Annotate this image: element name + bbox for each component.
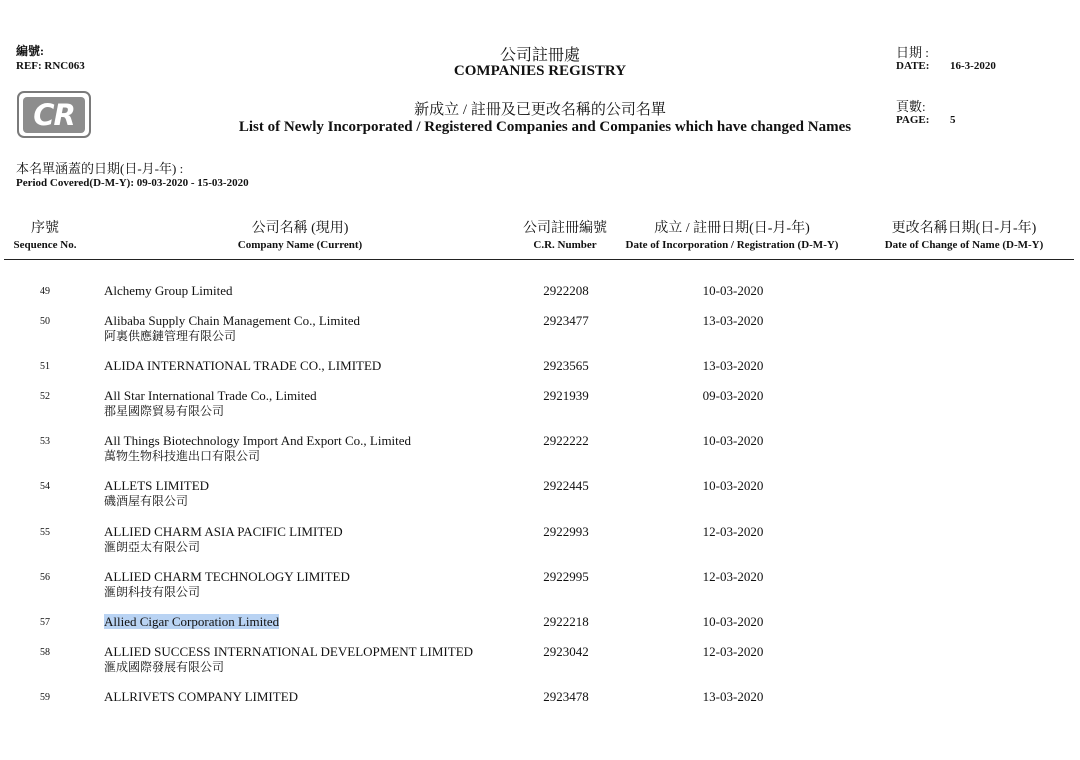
- row-sequence: 49: [40, 286, 50, 297]
- row-incorporation-date: 12-03-2020: [702, 524, 764, 539]
- row-incorporation-date: 09-03-2020: [702, 388, 764, 403]
- row-company-name-en: Alibaba Supply Chain Management Co., Limited: [104, 313, 360, 328]
- row-company-name-zh: 滙朗亞太有限公司: [104, 540, 201, 554]
- row-company-name-en: ALLIED SUCCESS INTERNATIONAL DEVELOPMENT LIMITED: [104, 644, 474, 659]
- row-incorporation-date: 12-03-2020: [702, 644, 764, 659]
- column-header-incorporation-date: [606, 220, 858, 253]
- column-header-sequence-zh: 序號: [31, 221, 59, 236]
- column-header-sequence: [4, 220, 86, 253]
- row-incorporation-date: 13-03-2020: [702, 689, 764, 704]
- row-company-name-en: All Star International Trade Co., Limited: [104, 388, 317, 403]
- row-incorporation-date: 13-03-2020: [702, 313, 764, 328]
- date-value: 16-3-2020: [950, 60, 996, 72]
- row-company-name-zh: 滙朗科技有限公司: [104, 585, 201, 599]
- row-company-name-en: ALLIED CHARM ASIA PACIFIC LIMITED: [104, 524, 343, 539]
- period-label-zh: 本名單涵蓋的日期(日-月-年) :: [16, 161, 184, 176]
- row-incorporation-date: 13-03-2020: [702, 358, 764, 373]
- row-sequence: 57: [40, 617, 50, 628]
- row-incorporation-date: 10-03-2020: [702, 478, 764, 493]
- list-title-en: List of Newly Incorporated / Registered Companies and Companies which have changed Names: [238, 119, 852, 135]
- list-title-zh: 新成立 / 註冊及已更改名稱的公司名單: [414, 102, 666, 118]
- row-sequence: 58: [40, 647, 50, 658]
- page-label-zh: 頁數:: [896, 99, 926, 114]
- row-sequence: 59: [40, 692, 50, 703]
- column-header-cr-number-en: C.R. Number: [533, 239, 597, 251]
- row-cr-number: 2923477: [543, 313, 589, 328]
- table-row: [0, 524, 1080, 566]
- row-sequence: 56: [40, 572, 50, 583]
- row-company-name-zh: 阿裏供應鏈管理有限公司: [104, 329, 237, 343]
- column-header-change-of-name-date-en: Date of Change of Name (D-M-Y): [884, 239, 1044, 251]
- column-header-cr-number: [510, 220, 620, 253]
- row-company-name-en-selected[interactable]: Allied Cigar Corporation Limited: [104, 614, 280, 629]
- date-label-zh: 日期 :: [896, 45, 929, 60]
- row-cr-number: 2922445: [543, 478, 589, 493]
- table-row: [0, 644, 1080, 686]
- row-company-name-zh: 磯酒屋有限公司: [104, 494, 189, 508]
- row-cr-number: 2922995: [543, 569, 589, 584]
- row-company-name-en: ALIDA INTERNATIONAL TRADE CO., LIMITED: [104, 358, 382, 373]
- ref-label-zh: 編號:: [16, 44, 44, 58]
- row-sequence: 53: [40, 436, 50, 447]
- column-header-cr-number-zh: 公司註冊編號: [523, 221, 607, 236]
- row-company-name-en: Alchemy Group Limited: [104, 283, 233, 298]
- table-row: [0, 478, 1080, 520]
- row-company-name-zh: 郡星國際貿易有限公司: [104, 404, 225, 418]
- row-company-name-zh: 萬物生物科技進出口有限公司: [104, 449, 261, 463]
- row-company-name-en: ALLETS LIMITED: [104, 478, 210, 493]
- row-cr-number: 2922218: [543, 614, 589, 629]
- page-label-en: PAGE:: [896, 114, 930, 126]
- row-cr-number: 2922222: [543, 433, 589, 448]
- column-header-company-name: [160, 220, 440, 253]
- date-label-en: DATE:: [896, 60, 930, 72]
- cr-logo-badge: [23, 97, 85, 133]
- registry-title-zh: 公司註冊處: [499, 47, 580, 64]
- page-value: 5: [950, 114, 956, 126]
- row-cr-number: 2923478: [543, 689, 589, 704]
- ref-number: REF: RNC063: [16, 60, 85, 72]
- row-sequence: 55: [40, 527, 50, 538]
- row-cr-number: 2923042: [543, 644, 589, 659]
- row-company-name-en: ALLRIVETS COMPANY LIMITED: [104, 689, 299, 704]
- row-sequence: 50: [40, 316, 50, 327]
- row-cr-number: 2923565: [543, 358, 589, 373]
- row-sequence: 51: [40, 361, 50, 372]
- row-sequence: 54: [40, 481, 50, 492]
- row-cr-number: 2922993: [543, 524, 589, 539]
- table-row: [0, 388, 1080, 430]
- row-incorporation-date: 12-03-2020: [702, 569, 764, 584]
- row-company-name-en: All Things Biotechnology Import And Export Co., Limited: [104, 433, 412, 448]
- header-divider: [4, 259, 1074, 260]
- row-cr-number: 2921939: [543, 388, 589, 403]
- row-company-name-en: ALLIED CHARM TECHNOLOGY LIMITED: [104, 569, 350, 584]
- table-row: [0, 689, 1080, 731]
- row-cr-number: 2922208: [543, 283, 589, 298]
- period-label-en: Period Covered(D-M-Y): 09-03-2020 - 15-03-2020: [16, 177, 249, 189]
- cr-logo-text: CR: [33, 97, 75, 132]
- row-incorporation-date: 10-03-2020: [702, 283, 764, 298]
- table-row: [0, 569, 1080, 611]
- table-row: [0, 313, 1080, 355]
- column-header-company-name-en: Company Name (Current): [237, 239, 363, 251]
- column-header-change-of-name-date: [866, 220, 1062, 253]
- column-header-company-name-zh: 公司名稱 (現用): [251, 221, 349, 236]
- row-incorporation-date: 10-03-2020: [702, 433, 764, 448]
- column-header-sequence-en: Sequence No.: [13, 239, 77, 251]
- row-sequence: 52: [40, 391, 50, 402]
- row-company-name-zh: 滙成國際發展有限公司: [104, 660, 225, 674]
- column-header-incorporation-date-zh: 成立 / 註冊日期(日-月-年): [654, 221, 810, 236]
- cr-logo: [17, 91, 91, 138]
- column-header-incorporation-date-en: Date of Incorporation / Registration (D-M-Y): [625, 239, 839, 251]
- table-row: [0, 433, 1080, 475]
- row-incorporation-date: 10-03-2020: [702, 614, 764, 629]
- registry-title-en: COMPANIES REGISTRY: [453, 63, 627, 79]
- column-header-change-of-name-date-zh: 更改名稱日期(日-月-年): [891, 221, 1037, 236]
